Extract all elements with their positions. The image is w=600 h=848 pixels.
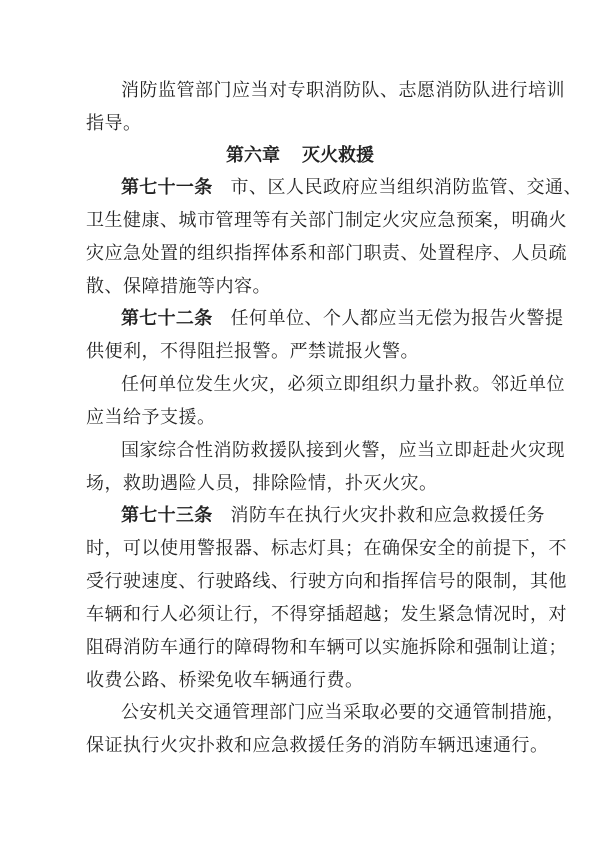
- intro-line-1: 消防监管部门应当对专职消防队、志愿消防队进行培训: [121, 80, 565, 101]
- article-73-line-3: 受行驶速度、行驶路线、行驶方向和指挥信号的限制，其他: [86, 571, 567, 592]
- intro-line-2: 指导。: [86, 113, 142, 134]
- article-72-label: 第七十二条: [121, 308, 213, 329]
- article-73-line-5: 阻碍消防车通行的障碍物和车辆可以实施拆除和强制让道；: [86, 637, 567, 658]
- article-72-p2-line-1: 任何单位发生火灾，必须立即组织力量扑救。邻近单位: [121, 374, 565, 395]
- article-72-text-1: 任何单位、个人都应当无偿为报告火警提: [230, 308, 564, 329]
- article-73-label: 第七十三条: [121, 505, 213, 526]
- article-72-p2-line-2: 应当给予支援。: [86, 407, 216, 428]
- chapter-number: 第六章: [226, 145, 280, 166]
- article-71-line-2: 卫生健康、城市管理等有关部门制定火灾应急预案，明确火: [86, 210, 567, 231]
- article-73-text-1: 消防车在执行火灾扑救和应急救援任务: [230, 505, 545, 526]
- article-73-line-4: 车辆和行人必须让行，不得穿插超越；发生紧急情况时，对: [86, 604, 567, 625]
- article-73-line-6: 收费公路、桥梁免收车辆通行费。: [86, 670, 364, 691]
- article-71-line-4: 散、保障措施等内容。: [86, 276, 271, 297]
- article-73-line-2: 时，可以使用警报器、标志灯具；在确保安全的前提下，不: [86, 538, 567, 559]
- article-73-p2-line-1: 公安机关交通管理部门应当采取必要的交通管制措施，: [121, 702, 565, 723]
- article-72-line-1: [121, 308, 564, 330]
- article-73-line-1: [121, 505, 545, 527]
- article-71-line-3: 灾应急处置的组织指挥体系和部门职责、处置程序、人员疏: [86, 243, 567, 264]
- article-72-p3-line-1: 国家综合性消防救援队接到火警，应当立即赶赴火灾现: [121, 440, 565, 461]
- article-72-line-2: 供便利，不得阻拦报警。严禁谎报火警。: [86, 341, 419, 362]
- article-72-p3-line-2: 场，救助遇险人员，排除险情，扑灭火灾。: [86, 473, 438, 494]
- article-71-line-1: [121, 177, 582, 199]
- article-71-text-1: 市、区人民政府应当组织消防监管、交通、: [230, 177, 582, 198]
- chapter-heading: [0, 145, 600, 167]
- article-73-p2-line-2: 保证执行火灾扑救和应急救援任务的消防车辆迅速通行。: [86, 735, 549, 756]
- article-71-label: 第七十一条: [121, 177, 213, 198]
- chapter-title: 灭火救援: [302, 145, 374, 166]
